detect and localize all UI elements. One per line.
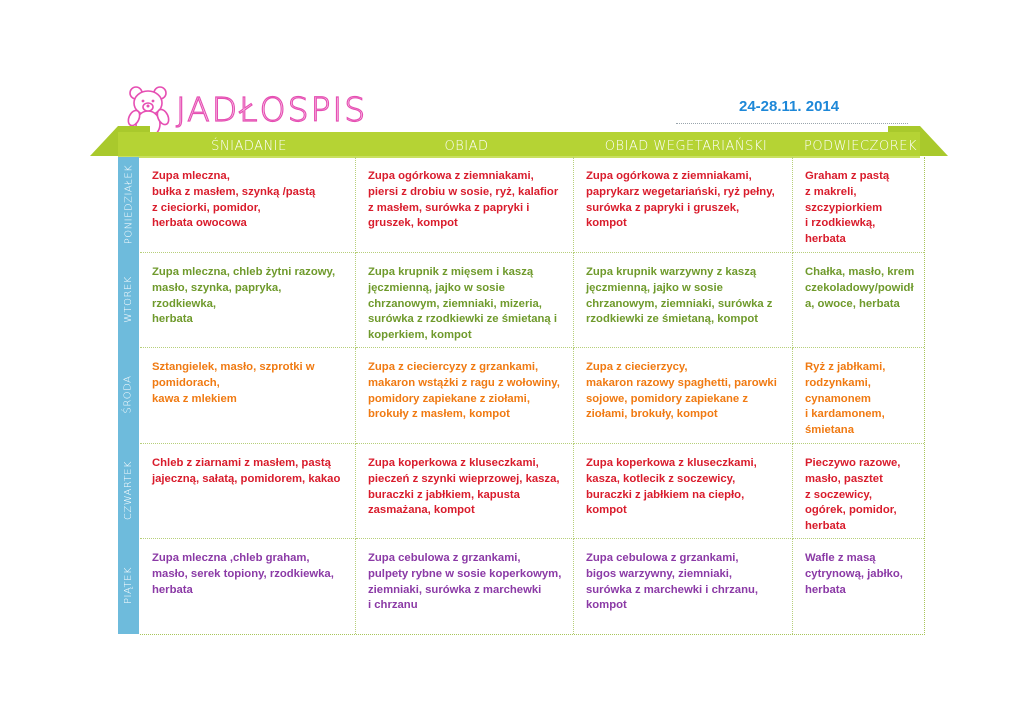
day-label-tuesday: WTOREK xyxy=(123,276,135,323)
cell-monday-breakfast: Zupa mleczna, bułka z masłem, szynką /pastą z cieciorki, pomidor, herbata owocowa xyxy=(140,157,356,253)
day-column xyxy=(118,157,139,634)
cell-tuesday-lunch: Zupa krupnik z mięsem i kaszą jęczmienną, jajko w sosie chrzanowym, ziemniaki, mizeria, surówka z rzodkiewki ze śmietaną i koperkiem, kompot xyxy=(356,253,574,348)
cell-wednesday-lunch: Zupa z cieciercyzy z grzankami, makaron wstążki z ragu z wołowiny, pomidory zapiekane z ziołami, brokuły z masłem, kompot xyxy=(356,348,574,444)
day-label-monday: PONIEDZIAŁEK xyxy=(123,164,134,245)
column-headers xyxy=(140,135,924,157)
cell-thursday-breakfast: Chleb z ziarnami z masłem, pastą jajeczną, sałatą, pomidorem, kakao xyxy=(140,444,356,539)
column-header-breakfast: ŚNIADANIE xyxy=(211,138,287,154)
cell-wednesday-snack: Ryż z jabłkami, rodzynkami, cynamonem i kardamonem, śmietana xyxy=(793,348,924,444)
column-header-snack: PODWIECZOREK xyxy=(804,138,917,154)
cell-monday-vegetarian: Zupa ogórkowa z ziemniakami, paprykarz wegetariański, ryż pełny, surówka z papryki i gruszek, kompot xyxy=(574,157,793,253)
cell-friday-snack: Wafle z masą cytrynową, jabłko, herbata xyxy=(805,552,903,596)
day-label-wednesday: ŚRODA xyxy=(123,375,135,414)
cell-wednesday-vegetarian: Zupa z ciecierzycy, makaron razowy spaghetti, parowki sojowe, pomidory zapiekane z ziołami, brokuły, kompot xyxy=(574,348,793,444)
cell-tuesday-snack: Chałka, masło, krem czekoladowy/powidł a, owoce, herbata xyxy=(793,253,924,348)
cell-wednesday-breakfast: Sztangielek, masło, szprotki w pomidorach, kawa z mlekiem xyxy=(140,348,356,444)
menu-table xyxy=(140,157,925,635)
cell-monday-snack: Graham z pastą z makreli, szczypiorkiem i rzodkiewką, herbata xyxy=(793,157,924,253)
cell-tuesday-vegetarian: Zupa krupnik warzywny z kaszą jęczmienną, jajko w sosie chrzanowym, ziemniaki, surówka z rzodkiewki ze śmietaną, kompot xyxy=(574,253,793,348)
cell-friday-lunch: Zupa cebulowa z grzankami, pulpety rybne w sosie koperkowym, ziemniaki, surówka z marchewki i chrzanu xyxy=(356,539,574,634)
day-label-friday: PIĄTEK xyxy=(123,566,134,605)
cell-friday-breakfast: Zupa mleczna ,chleb graham, masło, serek topiony, rzodkiewka, herbata xyxy=(140,539,356,634)
column-header-vegetarian-lunch: OBIAD WEGETARIAŃSKI xyxy=(604,138,768,154)
cell-thursday-lunch: Zupa koperkowa z kluseczkami, pieczeń z szynki wieprzowej, kasza, buraczki z jabłkiem, kapusta zasmażana, kompot xyxy=(356,444,574,539)
day-label-thursday: CZWARTEK xyxy=(123,460,135,521)
cell-tuesday-breakfast: Zupa mleczna, chleb żytni razowy, masło, szynka, papryka, rzodkiewka, herbata xyxy=(140,253,356,348)
date-range: 24-28.11. 2014 xyxy=(739,98,840,115)
page-title: JADŁOSPIS xyxy=(176,90,368,129)
cell-friday-vegetarian: Zupa cebulowa z grzankami, bigos warzywny, ziemniaki, surówka z marchewki i chrzanu, kompot xyxy=(574,539,793,634)
cell-thursday-snack: Pieczywo razowe, masło, pasztet z soczewicy, ogórek, pomidor, herbata xyxy=(793,444,924,539)
cell-monday-lunch: Zupa ogórkowa z ziemniakami, piersi z drobiu w sosie, ryż, kalafior z masłem, surówka z papryki i gruszek, kompot xyxy=(356,157,574,253)
column-header-lunch: OBIAD xyxy=(444,138,489,154)
cell-thursday-vegetarian: Zupa koperkowa z kluseczkami, kasza, kotlecik z soczewicy, buraczki z jabłkiem na ciepło, kompot xyxy=(574,444,793,539)
